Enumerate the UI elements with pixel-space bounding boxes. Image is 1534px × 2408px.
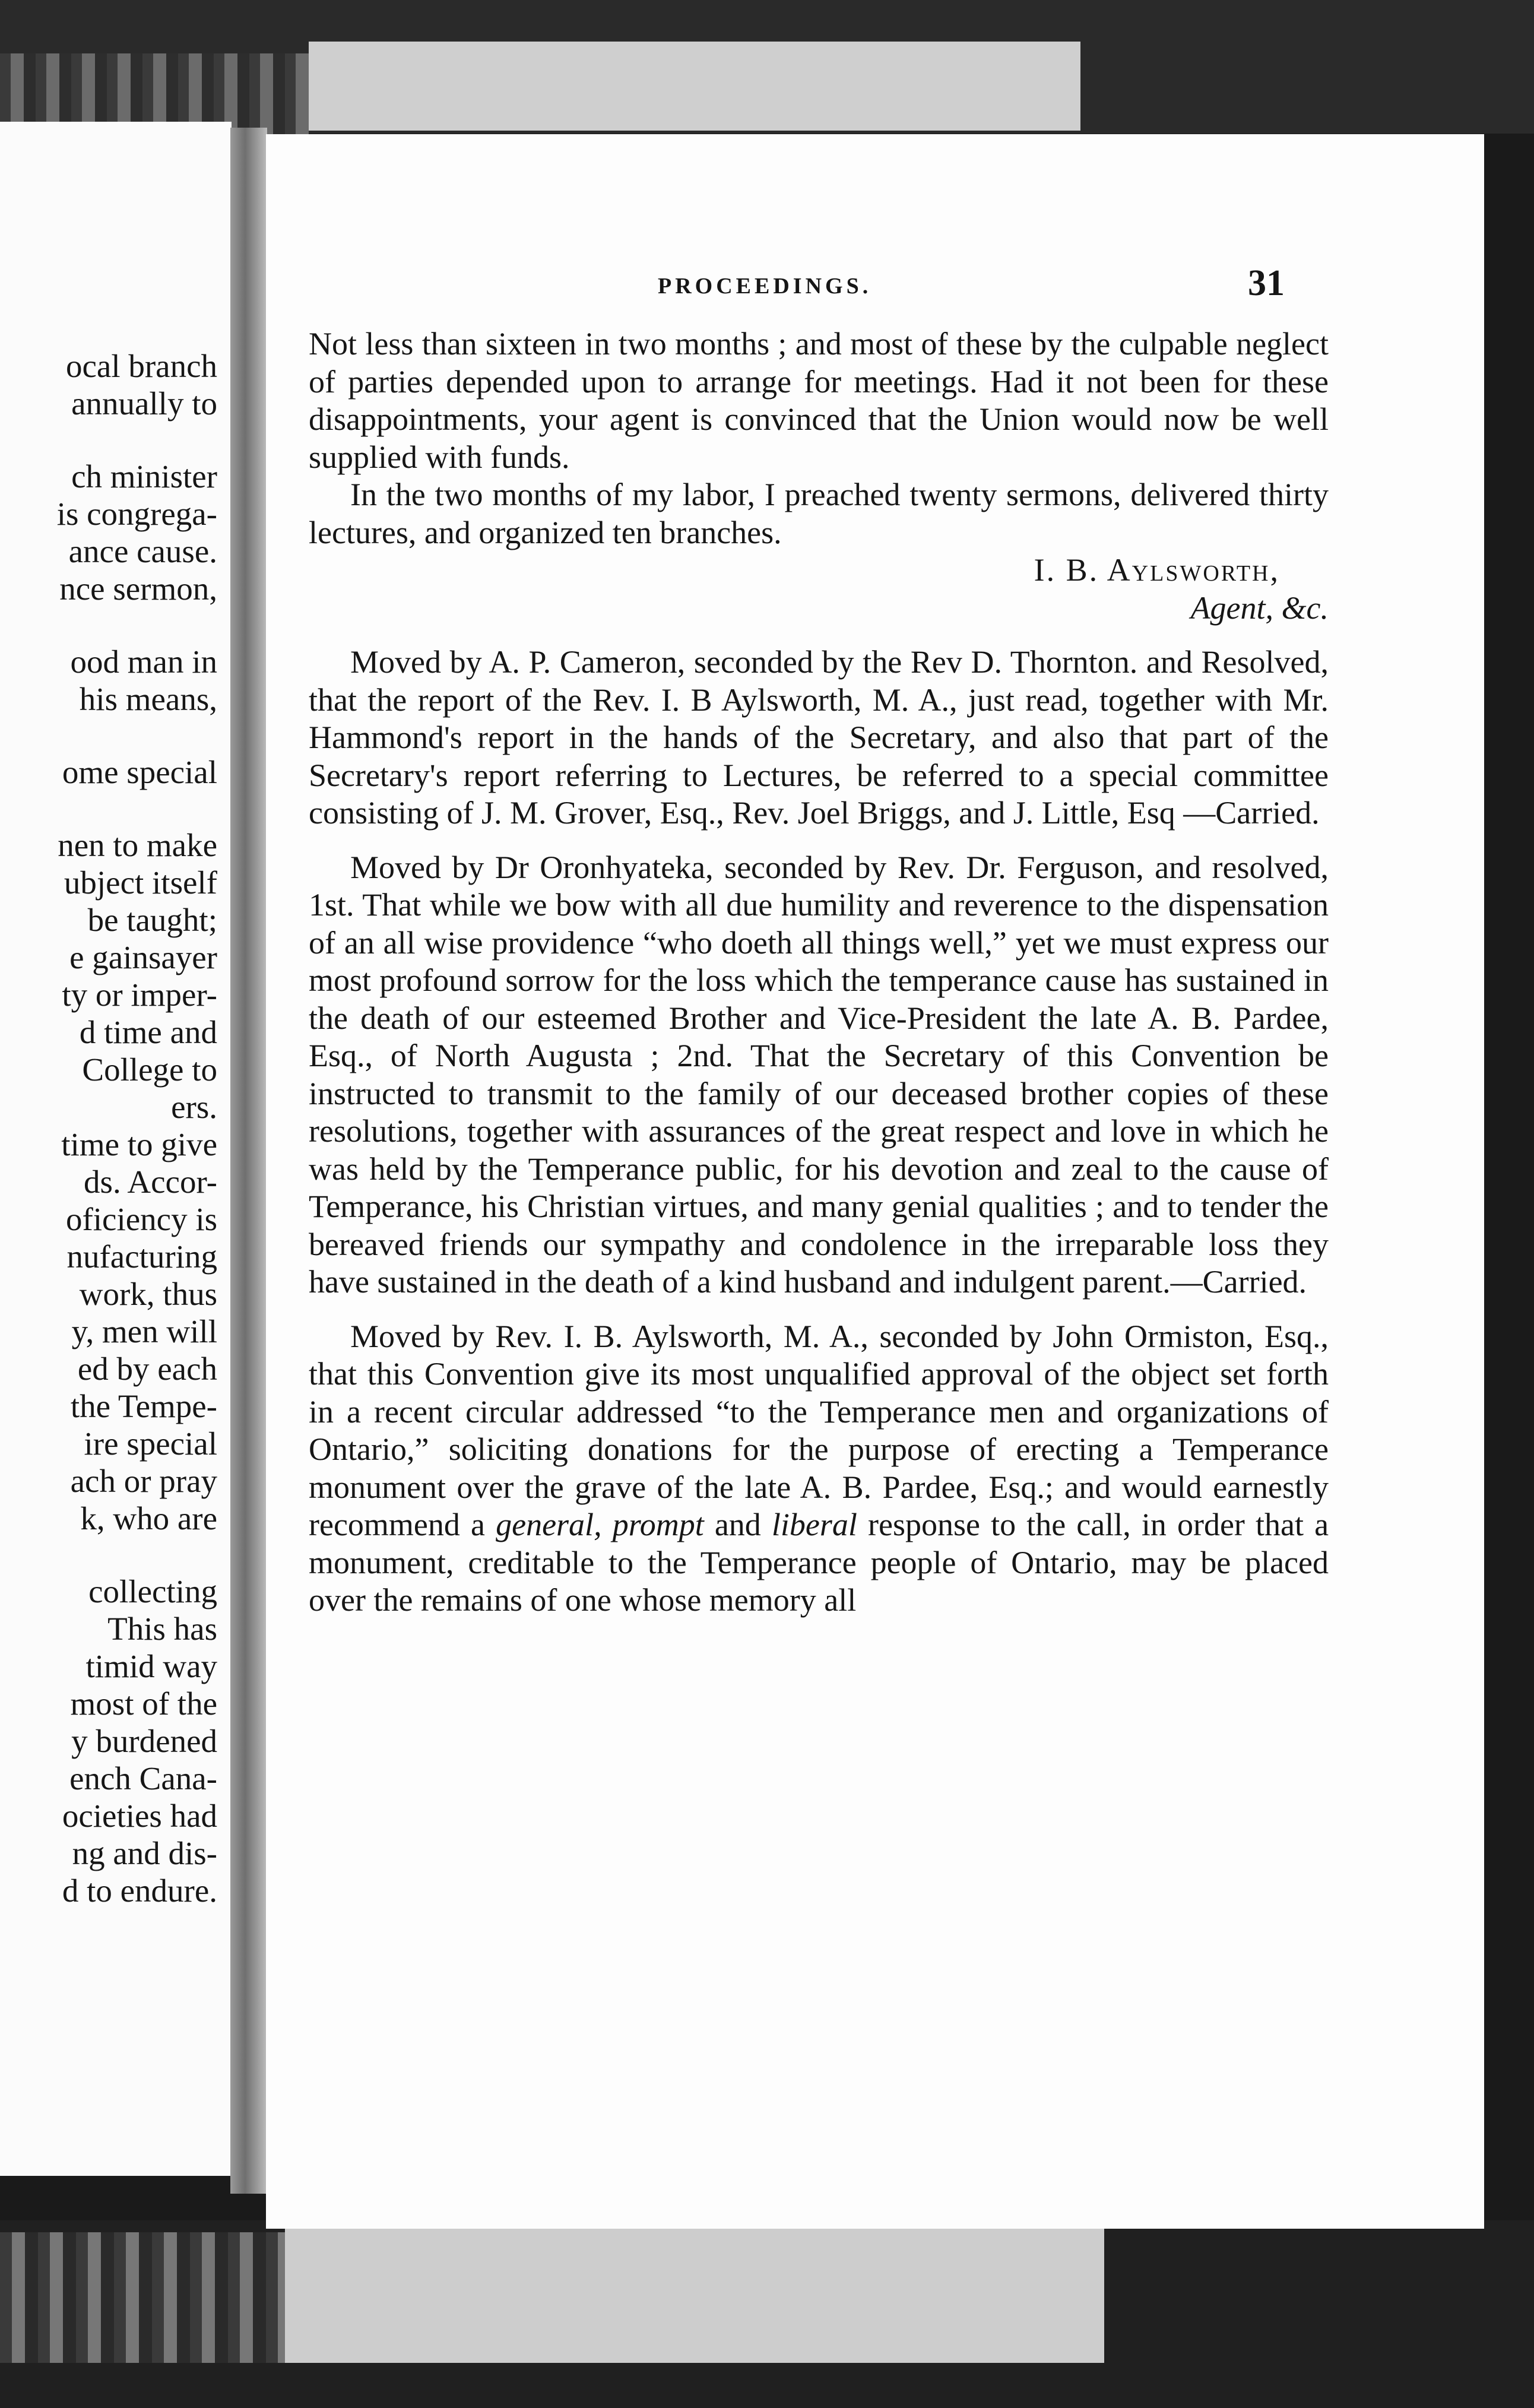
previous-page-line: work, thus (79, 1276, 217, 1312)
line-gap (0, 422, 217, 458)
previous-page-line: oficiency is (65, 1201, 217, 1237)
previous-page-line: collecting (88, 1573, 217, 1609)
running-head: PROCEEDINGS. (658, 274, 872, 299)
previous-page-line: nen to make (58, 827, 217, 863)
previous-page-line: This has (107, 1611, 217, 1647)
previous-page-fragment (0, 122, 232, 2176)
paragraph-continuation: Not less than sixteen in two months ; and most of these by the culpable neglect of parties depended upon to arrange for meetings. Had it not been for these disappointments, your agent is convinced that the Union would now be well supplied with funds. (309, 326, 1329, 475)
paragraph-labor-summary: In the two months of my labor, I preached twenty sermons, delivered thirty lectures, and organized ten branches. (309, 477, 1329, 550)
signature-name: I. B. Aylsworth, (1034, 552, 1280, 588)
previous-page-line: e gainsayer (69, 939, 217, 975)
previous-page-line: d to endure. (62, 1872, 217, 1909)
page-body (309, 325, 1329, 1620)
previous-page-line: ty or imper- (62, 977, 217, 1013)
previous-page-line: annually to (71, 385, 217, 422)
previous-page-line: ach or pray (70, 1463, 217, 1499)
scan-edge-strip-bottom (0, 2232, 285, 2363)
previous-page-line: d time and (79, 1014, 217, 1050)
emphasis-liberal: liberal (771, 1507, 857, 1542)
book-gutter (230, 128, 267, 2194)
previous-page-line: ome special (62, 754, 217, 790)
previous-page-line: nufacturing (66, 1238, 217, 1275)
previous-page-line: most of the (70, 1685, 217, 1722)
previous-page-line: his means, (79, 681, 217, 717)
previous-page-line: ds. Accor- (84, 1164, 217, 1200)
previous-page-line: y burdened (71, 1723, 217, 1759)
line-gap (0, 607, 217, 643)
previous-page-line: time to give (61, 1126, 217, 1162)
scan-margin-top (309, 42, 1080, 131)
previous-page-line: ers. (171, 1089, 217, 1125)
previous-page-line: ocieties had (62, 1798, 217, 1834)
page-number: 31 (1248, 263, 1285, 303)
previous-page-line: ubject itself (64, 864, 217, 901)
previous-page-line: ance cause. (68, 533, 217, 569)
previous-page-line: ch minister (71, 458, 217, 495)
previous-page-text (0, 347, 217, 1909)
previous-page-line: be taught; (87, 902, 217, 938)
paragraph-motion-cameron: Moved by A. P. Cameron, seconded by the Rev D. Thornton. and Resolved, that the report of the Rev. I. B Aylsworth, M. A., just read, together with Mr. Hammond's report in the hands of the Secretary, and also that part of the Secretary's report referring to Lectures, be referred to a special committee consisting of J. M. Grover, Esq., Rev. Joel Briggs, and J. Little, Esq —Carried. (309, 644, 1329, 831)
book-page (266, 134, 1484, 2229)
previous-page-line: nce sermon, (59, 571, 217, 607)
previous-page-line: is congrega- (56, 496, 217, 532)
line-gap (0, 718, 217, 753)
paragraph-motion-aylsworth: Moved by Rev. I. B. Aylsworth, M. A., seconded by John Ormiston, Esq., that this Convention give its most unqualified approval of the object set forth in a recent circular addressed “to the Temperance men and organizations of Ontario,” soliciting donations for the purpose of erecting a Temperance monument over the grave of the late A. B. Pardee, Esq.; and would earnestly recommend a general, prompt and liberal response to the call, in order that a monument, creditable to the Temperance people of Ontario, may be placed over the remains of one whose memory all (309, 1318, 1329, 1618)
previous-page-line: k, who are (80, 1500, 217, 1536)
previous-page-line: y, men will (71, 1313, 217, 1349)
emphasis-general: general, (496, 1507, 602, 1542)
previous-page-line: ed by each (77, 1351, 217, 1387)
page-header (266, 265, 1484, 312)
emphasis-prompt: prompt (612, 1507, 704, 1542)
previous-page-line: ocal branch (66, 348, 217, 384)
previous-page-line: College to (82, 1051, 217, 1088)
previous-page-line: ood man in (70, 644, 217, 680)
scan-margin-bottom (285, 2220, 1104, 2363)
previous-page-line: ire special (84, 1425, 217, 1462)
line-gap (0, 791, 217, 826)
previous-page-line: the Tempe- (70, 1388, 217, 1424)
paragraph-motion-oronhyateka: Moved by Dr Oronhyateka, seconded by Rev. Dr. Ferguson, and resolved, 1st. That while we bow with all due humility and reverence to the dispensation of an all wise providence “who doeth all things well,” yet we must express our most profound sorrow for the loss which the temperance cause has sustained in the death of our esteemed Brother and Vice-President the late A. B. Pardee, Esq., of North Augusta ; 2nd. That the Secretary of this Convention be instructed to transmit to the family of our deceased brother copies of these resolutions, together with assurances of the great respect and love in which he was held by the Temperance public, for his devotion and zeal to the cause of Temperance, his Christian virtues, and many genial qualities ; and to tender the bereaved friends our sympathy and condolence in the irreparable loss they have sustained in the death of a kind husband and indulgent parent.—Carried. (309, 849, 1329, 1300)
previous-page-line: ench Cana- (69, 1760, 217, 1797)
previous-page-line: ng and dis- (72, 1835, 217, 1871)
line-gap (0, 1537, 217, 1573)
signature-role: Agent, &c. (1190, 590, 1329, 626)
previous-page-line: timid way (85, 1648, 217, 1684)
